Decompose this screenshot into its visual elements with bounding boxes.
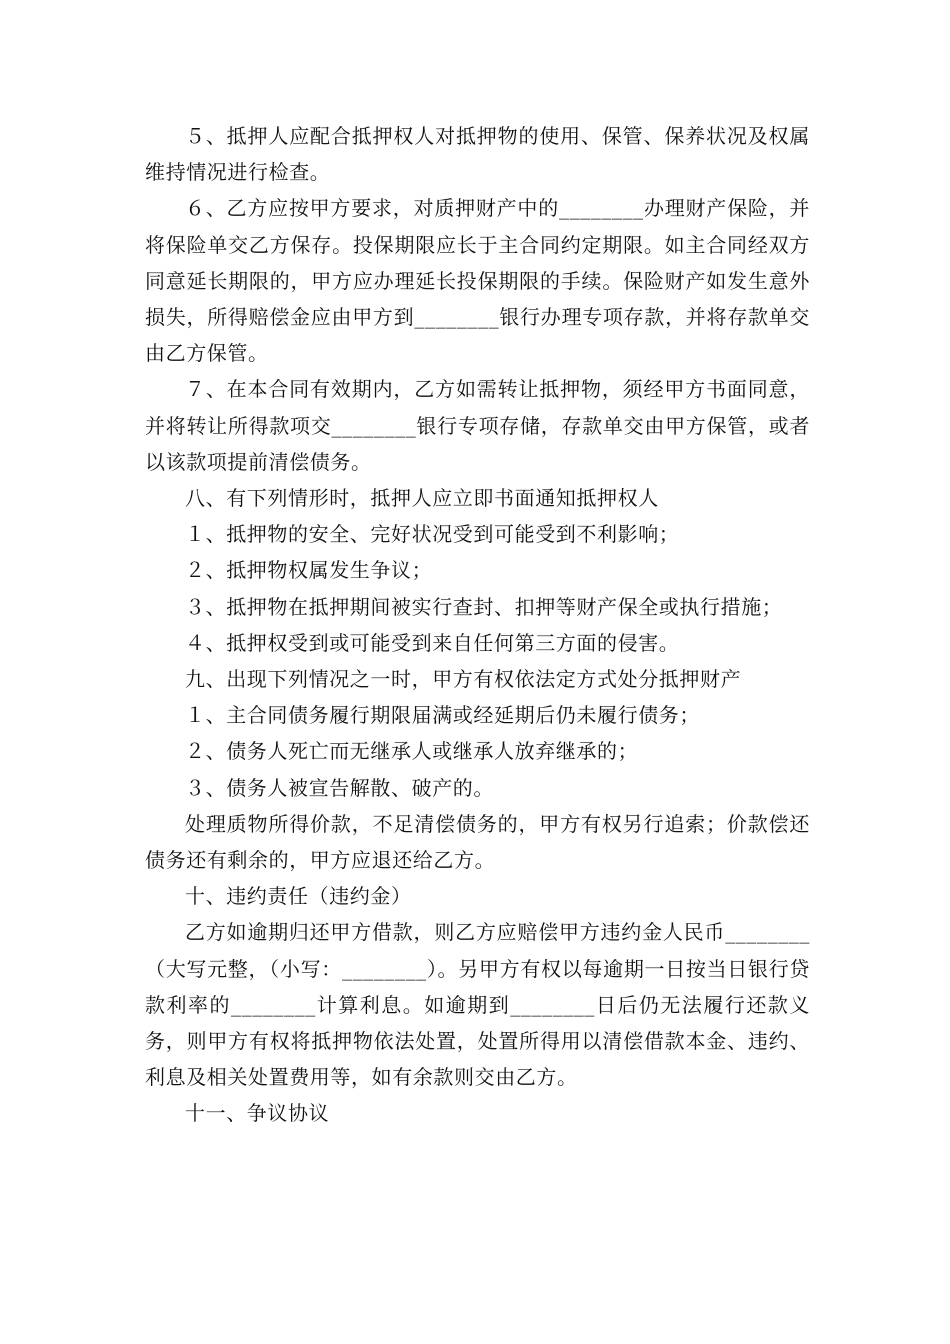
section-9-heading: 九、出现下列情况之一时，甲方有权依法定方式处分抵押财产 — [185, 667, 742, 692]
section-9-item-3: ３、债务人被宣告解散、破产的。 — [185, 775, 494, 800]
section-8-item-1: １、抵押物的安全、完好状况受到可能受到不利影响； — [185, 522, 680, 547]
clause-6-insurance: ６、乙方应按甲方要求，对质押财产中的________办理财产保险，并将保险单交乙方保存。投保期限应长于主合同约定期限。如主合同经双方同意延长期限的，甲方应办理延长投保期限的手续。保险财产如发生意外损失，所得赔偿金应由甲方到________银行办理专项存款，并将存款单交由乙方保管。 — [145, 196, 810, 366]
section-8-item-4: ４、抵押权受到或可能受到来自任何第三方面的侵害。 — [185, 630, 680, 655]
section-9-proceeds: 处理质物所得价款，不足清偿债务的，甲方有权另行追索；价款偿还债务还有剩余的，甲方应退还给乙方。 — [145, 811, 810, 873]
section-10-body: 乙方如逾期归还甲方借款，则乙方应赔偿甲方违约金人民币________（大写元整，（小写：________）。另甲方有权以每逾期一日按当日银行贷款利率的________计算利息。如逾期到________日后仍无法履行还款义务，则甲方有权将抵押物依法处置，处置所得用以清偿借款本金、违约、利息及相关处置费用等，如有余款则交由乙方。 — [145, 920, 810, 1090]
section-11-heading: 十一、争议协议 — [185, 1101, 330, 1126]
clause-5-inspection: ５、抵押人应配合抵押权人对抵押物的使用、保管、保养状况及权属维持情况进行检查。 — [145, 124, 810, 185]
section-9-item-2: ２、债务人死亡而无继承人或继承人放弃继承的； — [185, 739, 639, 764]
section-8-heading: 八、有下列情形时，抵押人应立即书面通知抵押权人 — [185, 486, 659, 511]
document-page — [145, 118, 810, 1132]
section-10-heading: 十、违约责任（违约金） — [185, 884, 412, 909]
section-8-item-2: ２、抵押物权属发生争议； — [185, 558, 433, 583]
section-9-item-1: １、主合同债务履行期限届满或经延期后仍未履行债务； — [185, 703, 700, 728]
section-8-item-3: ３、抵押物在抵押期间被实行查封、扣押等财产保全或执行措施； — [185, 594, 783, 619]
clause-7-transfer: ７、在本合同有效期内，乙方如需转让抵押物，须经甲方书面同意，并将转让所得款项交________银行专项存储，存款单交由甲方保管，或者以该款项提前清偿债务。 — [145, 377, 810, 474]
